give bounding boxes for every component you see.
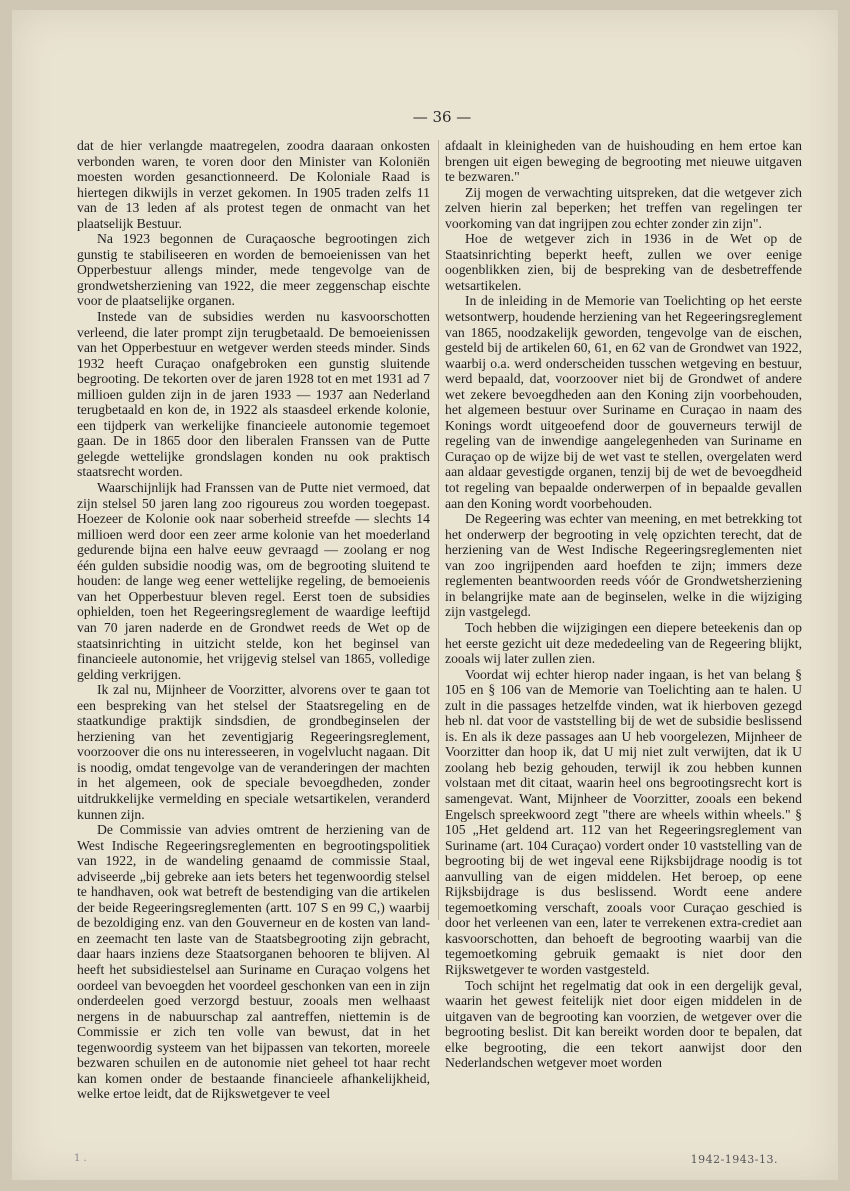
paragraph: Instede van de subsidies werden nu kasvoorschotten verleend, die later prompt zijn terugbetaald. De bemoeienissen van het Opperbestuur en wetgever werden steeds minder. Sinds 1932 heeft Curaçao onafgebroken een gunstig sluitende begrooting. De tekorten over de jaren 1928 tot en met 1931 ad 7 millioen gulden zijn in de jaren 1933 — 1937 aan Nederland terugbetaald en kon de, in 1922 als staasdeel erkende kolonie, een tijdperk van werkelijke financieele autonomie tegemoet gaan. De in 1865 door den liberalen Franssen van de Putte gelegde wettelijke grondslagen konden nu ook praktisch staatsrecht worden. [77,309,430,480]
left-column [77,138,430,1102]
paragraph: afdaalt in kleinigheden van de huishouding en hem ertoe kan brengen uit eigen beweging de begrooting met nieuwe uitgaven te bezwaren." [445,138,802,185]
column-divider [438,140,439,920]
page-number: — 36 — [412,108,472,126]
paragraph: Zij mogen de verwachting uitspreken, dat die wetgever zich zelven hierin zal beperken; het treffen van regelingen ter voorkoming van dat ingrijpen zou echter zonder zin zijn". [445,184,802,231]
paragraph: Toch hebben die wijzigingen een diepere beteekenis dan op het eerste gezicht uit deze mededeeling van de Regeering blijkt, zooals wij later zullen zien. [445,619,802,667]
corner-mark: 1 . [74,1153,87,1164]
paragraph: Voordat wij echter hierop nader ingaan, is het van belang § 105 en § 106 van de Memorie van Toelichting aan te halen. U zult in die passages hetzelfde vinden, wat ik hierboven gezegd heb nl. dat voor de vaststelling bij de wet de subsidie beslissend is. En als ik deze passages aan U heb voorgelezen, Mijnheer de Voorzitter dan hoop ik, dat U mij niet zult verwijten, dat ik U zoolang heb bezig gehouden, terwijl ik zou hebben kunnen volstaan met dit citaat, waarin heel ons begrootingsrecht kort is samengevat. Want, Mijnheer de Voorzitter, zooals een bekend Engelsch spreekwoord zegt "there are wheels within wheels." § 105 „Het geldend art. 112 van het Regeeringsreglement van Suriname (art. 104 Curaçao) vordert onder 10 vaststelling van de begrooting bij de wet ingeval eene Rijksbijdrage noodig is tot aanvulling van de eigen middelen. Het beroep, op eene Rijksbijdrage is dus beslissend. Wordt eene andere tegemoetkoming verschaft, zooals voor Curaçao geschied is door het verleenen van een, later te verrekenen extra-crediet aan kasvoorschotten, dan behoeft de begrooting waarbij van die tegemoetkoming gebruik gemaakt is niet door den Rijkswetgever te worden vastgesteld. [445,666,802,977]
footer-code: 1942-1943-13. [690,1153,778,1166]
paragraph: In de inleiding in de Memorie van Toelichting op het eerste wetsontwerp, houdende herziening van het Regeeringsreglement van 1865, noodzakelijk geworden, tengevolge van de eischen, gesteld bij de artikelen 60, 61, en 62 van de Grondwet van 1922, waarbij o.a. werd onderscheiden tusschen wetgeving en bestuur, werd bepaald, dat, voorzoover niet bij de Grondwet of andere wet zekere bevoegdheden aan den Koning zijn voorbehouden, het algemeen bestuur over Suriname en Curaçao in naam des Konings wordt uitgeoefend door de gouverneurs terwijl de regeling van de inwendige aangelegenheden van Suriname en Curaçao op de wijze bij de wet vast te stellen, overgelaten werd aan aldaar gevestigde organen, tenzij bij de wet de bevoegdheid tot regeling van bepaalde onderwerpen of in bepaalde gevallen aan den Koning wordt voorbehouden. [445,293,802,511]
paragraph: Na 1923 begonnen de Curaçaosche begrootingen zich gunstig te stabiliseeren en worden de bemoeienissen van het Opperbestuur allengs minder, mede tengevolge van de grondwetsherziening van 1922, die meer zeggenschap eischte voor de plaatselijke organen. [77,231,430,309]
paragraph: De Commissie van advies omtrent de herziening van de West Indische Regeeringsreglementen en begrootingspolitiek van 1922, in de wandeling genaamd de commissie Staal, adviseerde „bij gebreke aan iets beters het tegenwoordig stelsel te handhaven, ook wat betreft de bestendiging van die artikelen der beide Regeeringsreglementen (artt. 107 S en 99 C,) waarbij de bezoldiging enz. van den Gouverneur en de kosten van land- en zeemacht ten laste van de Staatsbegrooting zijn gebracht, daar haars inziens deze Staatsorganen behooren te blijven. Al heeft het subsidiestelsel aan Suriname en Curaçao volgens het oordeel van bevoegden het voordeel geschonken van een in zijn onderdeelen goed verzorgd bestuur, zooals men welhaast nergens in de nabuurschap zal aantreffen, niettemin is de Commissie er zich ten volle van bewust, dat in het tegenwoordig systeem van het bijpassen van tekorten, moreele bezwaren schuilen en de autonomie niet geheel tot haar recht kan komen onder de bestaande financieele afhankelijkheid, welke ertoe leidt, dat de Rijkswetgever te veel [77,822,430,1102]
paragraph: Ik zal nu, Mijnheer de Voorzitter, alvorens over te gaan tot een bespreking van het stelsel der Staatsregeling en de staatkundige praktijk sindsdien, de grondbeginselen der herziening van het zeventigjarig Regeeringsreglement, voorzoover die ons nu interesseeren, in vogelvlucht nagaan. Dit is noodig, omdat tengevolge van de veranderingen der machten in het algemeen, ook de speciale bevoegdheden, zonder uitdrukkelijke vermelding en speciale wetsartikelen, veranderd kunnen zijn. [77,682,430,822]
document-page [12,10,838,1180]
paragraph: De Regeering was echter van meening, en met betrekking tot het onderwerp der begrooting in velę opzichten terecht, dat de herziening van de West Indische Regeeringsreglementen niet van zoo ingrijpenden aard hoefden te zijn; immers deze reglementen beantwoorden reeds vóór de Grondwetsherziening in belangrijke mate aan de beginselen, welke in die wijziging zijn vastgelegd. [445,511,802,620]
paragraph: dat de hier verlangde maatregelen, zoodra daaraan onkosten verbonden waren, te voren door den Minister van Koloniën moesten worden gesanctionneerd. De Koloniale Raad is hiertegen dikwijls in verzet gekomen. In 1905 traden zelfs 11 van de 13 leden af als protest tegen de onmacht van het plaatselijk Bestuur. [77,138,430,231]
paragraph: Waarschijnlijk had Franssen van de Putte niet vermoed, dat zijn stelsel 50 jaren lang zoo rigoureus zou worden toegepast. Hoezeer de Kolonie ook naar soberheid streefde — slechts 14 millioen werd door een zeer arme kolonie van het moederland gedurende bijna een halve eeuw gevraagd — zoolang er nog één gulden subsidie noodig was, om de begrooting sluitend te houden: de lange weg eener wettelijke regeling, de bemoeienis van het Opperbestuur bleven regel. Eerst toen de subsidies ophielden, toen het Regeeringsreglement de waardige leeftijd van 70 jaren naderde en de Grondwet reeds de Wet op de staatsinrichting in uitzicht stelde, kon het beginsel van financieele autonomie, het vrijgevig stelsel van 1865, volledige gelding verkrijgen. [77,480,430,682]
right-column [445,138,802,1071]
paragraph: Hoe de wetgever zich in 1936 in de Wet op de Staatsinrichting beperkt heeft, zullen we over eenige oogenblikken zien, bij de bespreking van de desbetreffende wetsartikelen. [445,231,802,293]
paragraph: Toch schijnt het regelmatig dat ook in een dergelijk geval, waarin het gewest feitelijk niet door eigen middelen in de uitgaven van de begrooting kan voorzien, de wetgever over die begrooting beslist. Dit kan bereikt worden door te bepalen, dat elke begrooting, die een tekort aanwijst door den Nederlandschen wetgever moet worden [445,977,802,1071]
